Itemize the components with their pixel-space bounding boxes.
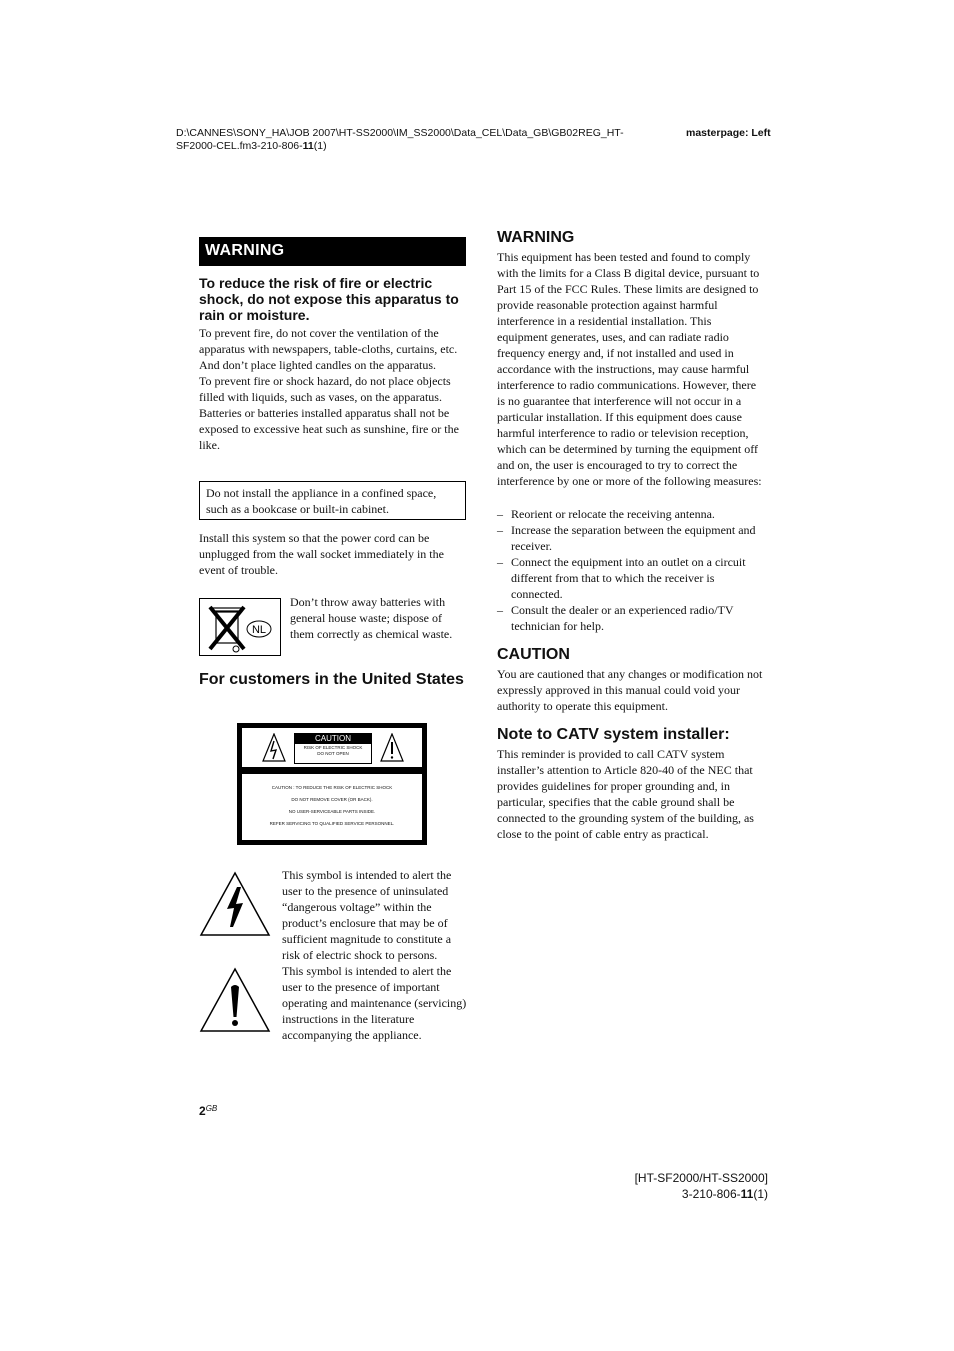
fcc-warning-text: This equipment has been tested and found to comply with the limits for a Class B digital device, pursuant to Part 15 of the FCC Rules. These limits are designed to provide reasonable protection against harmful interference in a residential installation. This equipment generates, uses, and can radiate radio frequency energy and, if not installed and used in accordance with the instructions, may cause harmful interference to radio communications. However, there is no guarantee that interference will not occur in a particular installation. If this equipment does cause harmful interference to radio or television reception, which can be determined by turning the equipment off and on, the user is encouraged to try to correct the interference by one or more of the following measures:: [497, 250, 762, 488]
caution-label-sub: RISK OF ELECTRIC SHOCK DO NOT OPEN: [303, 745, 363, 756]
catv-text: This reminder is provided to call CATV system installer’s attention to Article 820-40 of the NEC that provides guidelines for proper grounding and, in particular, specifies that the cable ground shall be connected to the grounding system of the building, as close to the point of cable entry as practical.: [497, 747, 754, 841]
catv-heading: Note to CATV system installer:: [497, 726, 730, 743]
lead-warning-text: To reduce the risk of fire or electric shock, do not expose this apparatus to rain or moisture.: [199, 275, 459, 323]
lightning-triangle-icon: [199, 871, 271, 937]
lightning-warning-icon: [262, 733, 286, 762]
paragraph: Batteries or batteries installed apparatus shall not be exposed to excessive heat such as sunshine, fire or the like.: [199, 406, 459, 452]
exclamation-triangle-icon: [199, 967, 271, 1033]
caution-text: You are cautioned that any changes or modification not expressly approved in this manual could void your authority to operate this equipment.: [497, 667, 763, 713]
page-suffix: GB: [205, 1104, 218, 1113]
file-path-line2: SF2000-CEL.fm3-210-806-11(1): [176, 140, 327, 152]
caution-heading: CAUTION: [497, 646, 570, 663]
list-item: – Reorient or relocate the receiving antenna.: [497, 507, 715, 521]
caution-label-lines: CAUTION : TO REDUCE THE RISK OF ELECTRIC SHOCK DO NOT REMOVE COVER (OR BACK). NO USER-SERVICEABLE PARTS INSIDE. REFER SERVICING TO QUALIFIED SERVICE PERSONNEL.: [269, 785, 395, 826]
caution-label-box: [294, 733, 372, 764]
model-footer: [600, 1170, 768, 1202]
warning-title-bar: [199, 237, 466, 266]
caution-label-top: [242, 728, 422, 767]
paragraph: To prevent fire or shock hazard, do not place objects filled with liquids, such as vases, on the apparatus.: [199, 374, 451, 404]
caution-label-image: [237, 723, 427, 845]
power-cord-text: Install this system so that the power cord can be unplugged from the wall socket immediately in the event of trouble.: [199, 531, 444, 577]
list-item: – Connect the equipment into an outlet on a circuit different from that to which the receiver is connected.: [497, 555, 746, 601]
measures-list: [497, 506, 763, 634]
paragraph: To prevent fire, do not cover the ventilation of the apparatus with newspapers, table-cloths, curtains, etc. And don’t place lighted candles on the apparatus.: [199, 326, 458, 372]
fcc-warning-heading: WARNING: [497, 229, 575, 246]
list-item: – Increase the separation between the equipment and receiver.: [497, 523, 756, 553]
caution-label-head: CAUTION: [295, 734, 371, 744]
exclamation-warning-icon: [380, 733, 404, 762]
voltage-symbol-text: This symbol is intended to alert the user to the presence of uninsulated “dangerous voltage” within the product’s enclosure that may be of sufficient magnitude to constitute a risk of electric shock to persons.: [282, 868, 452, 962]
us-customers-heading: For customers in the United States: [199, 671, 464, 688]
nl-badge: NL: [251, 624, 267, 636]
model-code: 3-210-806-11(1): [681, 1187, 768, 1201]
file-path-line1: D:\CANNES\SONY_HA\JOB 2007\HT-SS2000\IM_SS2000\Data_CEL\Data_GB\GB02REG_HT-: [176, 127, 624, 139]
warning-title: WARNING: [205, 242, 285, 259]
list-item: – Consult the dealer or an experienced radio/TV technician for help.: [497, 603, 734, 633]
instruction-symbol-text: This symbol is intended to alert the user to the presence of important operating and maintenance (servicing) instructions in the literature accompanying the appliance.: [282, 964, 467, 1042]
boxed-notice: [199, 481, 466, 520]
battery-disposal-text: Don’t throw away batteries with general house waste; dispose of them correctly as chemical waste.: [290, 595, 453, 641]
caution-label-bottom: [242, 774, 422, 840]
page-number: $2^{GB}$: [199, 1104, 218, 1118]
boxed-notice-text: Do not install the appliance in a confined space, such as a bookcase or built-in cabinet.: [206, 486, 437, 516]
masterpage-label: masterpage: Left: [686, 127, 771, 139]
crossed-bin-icon: [199, 598, 281, 656]
file-path-header: [176, 127, 666, 153]
fire-prevention-text: [199, 325, 467, 453]
model-name: [HT-SF2000/HT-SS2000]: [634, 1171, 768, 1185]
